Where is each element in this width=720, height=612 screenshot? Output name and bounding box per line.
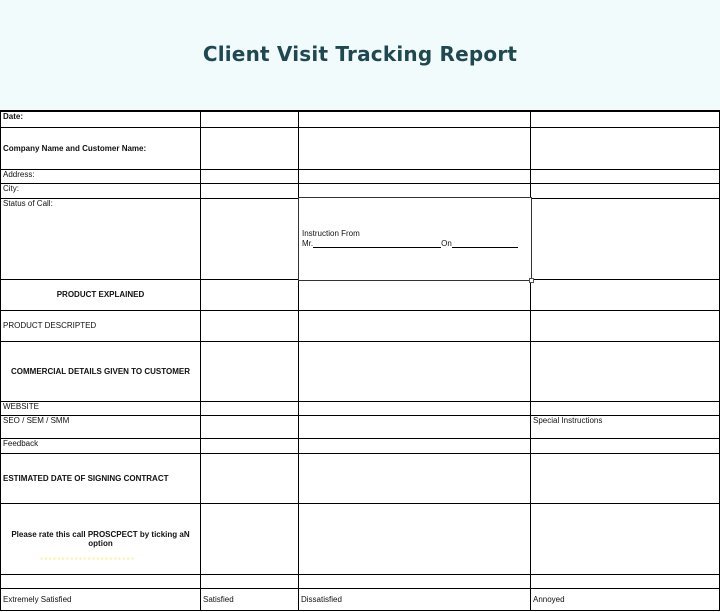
watermark: ▪▪▪▪▪▪▪▪▪▪▪▪▪▪▪▪▪▪▪▪▪▪: [40, 554, 136, 563]
seo-field-2[interactable]: [299, 415, 531, 438]
row-product-explained: [1, 279, 720, 310]
signing-field-3[interactable]: [531, 453, 720, 503]
row-signing: [1, 453, 720, 503]
instruction-signature-line: [302, 239, 518, 248]
commercial-field[interactable]: [201, 341, 299, 401]
row-product-described: [1, 310, 720, 341]
commercial-label: COMMERCIAL DETAILS GIVEN TO CUSTOMER: [1, 341, 201, 401]
product-described-field-3[interactable]: [531, 310, 720, 341]
company-label: Company Name and Customer Name:: [1, 127, 201, 169]
commercial-field-3[interactable]: [531, 341, 720, 401]
commercial-field-2[interactable]: [299, 341, 531, 401]
page-title: Client Visit Tracking Report: [202, 42, 518, 66]
feedback-label: Feedback: [1, 438, 201, 453]
signing-label: ESTIMATED DATE OF SIGNING CONTRACT: [1, 453, 201, 503]
rate-field-2[interactable]: [299, 503, 531, 574]
rate-field-3[interactable]: [531, 503, 720, 574]
row-feedback: [1, 438, 720, 453]
feedback-field-3[interactable]: [531, 438, 720, 453]
seo-field[interactable]: [201, 415, 299, 438]
date-field[interactable]: [201, 111, 299, 127]
row-address: [1, 169, 720, 183]
feedback-field[interactable]: [201, 438, 299, 453]
row-date: [1, 111, 720, 127]
address-field[interactable]: [201, 169, 299, 183]
product-explained-field-3[interactable]: [531, 279, 720, 310]
spacer-cell-3: [299, 574, 531, 588]
website-field-3[interactable]: [531, 401, 720, 415]
address-label: Address:: [1, 169, 201, 183]
instruction-mr-label: Mr.: [302, 239, 314, 248]
status-label: Status of Call:: [1, 198, 201, 279]
rating-option[interactable]: Annoyed: [531, 588, 720, 610]
date-field-2[interactable]: [299, 111, 531, 127]
date-field-3[interactable]: [531, 111, 720, 127]
city-field-3[interactable]: [531, 183, 720, 198]
rating-option[interactable]: Dissatisfied: [299, 588, 531, 610]
signing-field-2[interactable]: [299, 453, 531, 503]
feedback-field-2[interactable]: [299, 438, 531, 453]
product-explained-label: PRODUCT EXPLAINED: [1, 279, 201, 310]
rate-label: Please rate this call PROSCPECT by ticking aN option: [1, 503, 201, 574]
row-ratings: [1, 588, 720, 610]
date-label: Date:: [1, 111, 201, 127]
product-described-field[interactable]: [201, 310, 299, 341]
row-seo: [1, 415, 720, 438]
status-field-3[interactable]: [531, 198, 720, 279]
on-blank-line[interactable]: [452, 240, 518, 248]
instruction-textbox[interactable]: [298, 197, 532, 281]
special-instructions-label: Special Instructions: [531, 415, 720, 438]
instruction-from-label: Instruction From: [302, 229, 360, 238]
website-label: WEBSITE: [1, 401, 201, 415]
company-field[interactable]: [201, 127, 299, 169]
website-field-2[interactable]: [299, 401, 531, 415]
address-field-2[interactable]: [299, 169, 531, 183]
signing-field[interactable]: [201, 453, 299, 503]
mr-blank-line[interactable]: [313, 240, 441, 248]
product-described-field-2[interactable]: [299, 310, 531, 341]
city-field-2[interactable]: [299, 183, 531, 198]
report-form-table: [0, 110, 720, 611]
product-explained-field[interactable]: [201, 279, 299, 310]
product-explained-field-2[interactable]: [299, 279, 531, 310]
resize-handle-icon[interactable]: [529, 278, 534, 283]
company-field-3[interactable]: [531, 127, 720, 169]
row-company: [1, 127, 720, 169]
seo-label: SEO / SEM / SMM: [1, 415, 201, 438]
spacer-cell: [1, 574, 201, 588]
status-field[interactable]: [201, 198, 299, 279]
row-commercial: [1, 341, 720, 401]
city-field[interactable]: [201, 183, 299, 198]
address-field-3[interactable]: [531, 169, 720, 183]
rating-option[interactable]: Satisfied: [201, 588, 299, 610]
row-website: [1, 401, 720, 415]
row-spacer: [1, 574, 720, 588]
spacer-cell-4: [531, 574, 720, 588]
city-label: City:: [1, 183, 201, 198]
row-city: [1, 183, 720, 198]
company-field-2[interactable]: [299, 127, 531, 169]
rating-option[interactable]: Extremely Satisfied: [1, 588, 201, 610]
report-header: [0, 0, 720, 111]
spacer-cell-2: [201, 574, 299, 588]
website-field[interactable]: [201, 401, 299, 415]
product-described-label: PRODUCT DESCRIPTED: [1, 310, 201, 341]
instruction-on-label: On: [441, 239, 452, 248]
